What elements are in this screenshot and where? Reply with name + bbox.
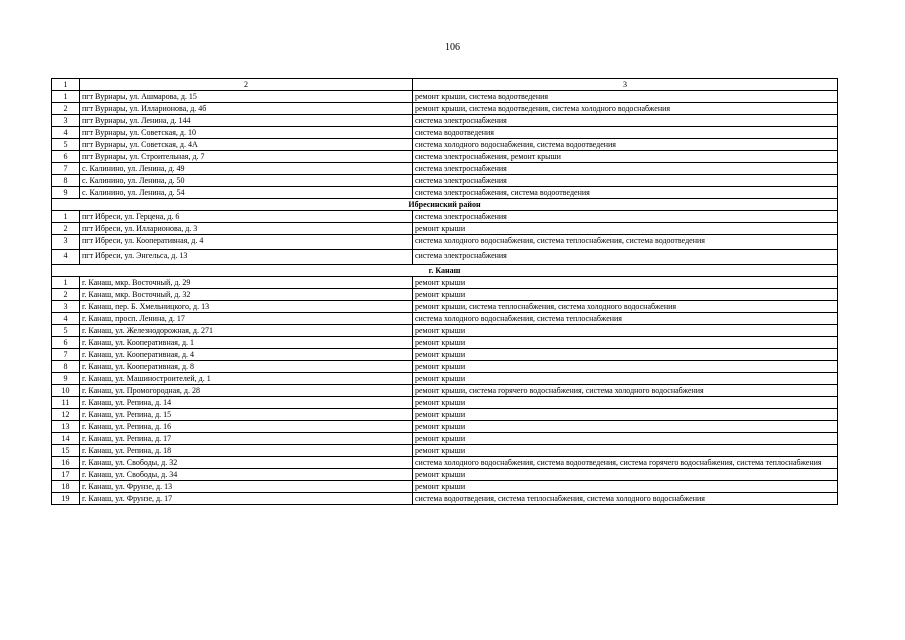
table-row [52, 277, 838, 289]
works-cell: система холодного водоснабжения, система теплоснабжения [413, 313, 838, 325]
address-cell: г. Канаш, просп. Ленина, д. 17 [80, 313, 413, 325]
address-cell: г. Канаш, ул. Фрунзе, д. 17 [80, 493, 413, 505]
address-cell: г. Канаш, ул. Промогородная, д. 28 [80, 385, 413, 397]
address-cell: пгт Вурнары, ул. Строительная, д. 7 [80, 151, 413, 163]
table-row [52, 115, 838, 127]
address-cell: пгт Вурнары, ул. Советская, д. 4А [80, 139, 413, 151]
address-cell: пгт Вурнары, ул. Ашмарова, д. 15 [80, 91, 413, 103]
table-row [52, 421, 838, 433]
address-cell: г. Канаш, ул. Репина, д. 17 [80, 433, 413, 445]
table-row [52, 151, 838, 163]
section-title: Ибресинский район [52, 199, 838, 211]
header-cell-number: 1 [52, 79, 80, 91]
table-row [52, 91, 838, 103]
address-cell: г. Канаш, ул. Свободы, д. 34 [80, 469, 413, 481]
works-cell: ремонт крыши, система горячего водоснабжения, система холодного водоснабжения [413, 385, 838, 397]
address-cell: г. Канаш, пер. Б. Хмельницкого, д. 13 [80, 301, 413, 313]
table-row [52, 361, 838, 373]
table-row [52, 163, 838, 175]
works-cell: система холодного водоснабжения, система водоотведения [413, 139, 838, 151]
row-number-cell: 8 [52, 361, 80, 373]
row-number-cell: 19 [52, 493, 80, 505]
works-cell: система холодного водоснабжения, система водоотведения, система горячего водоснабжения, система теплоснабжения [413, 457, 838, 469]
row-number-cell: 9 [52, 373, 80, 385]
row-number-cell: 5 [52, 325, 80, 337]
row-number-cell: 2 [52, 289, 80, 301]
section-header-row [52, 199, 838, 211]
row-number-cell: 1 [52, 91, 80, 103]
row-number-cell: 2 [52, 103, 80, 115]
works-cell: ремонт крыши [413, 277, 838, 289]
works-cell: ремонт крыши [413, 445, 838, 457]
page-number: 106 [445, 42, 460, 53]
address-cell: пгт Вурнары, ул. Илларионова, д. 4б [80, 103, 413, 115]
works-cell: система электроснабжения, ремонт крыши [413, 151, 838, 163]
header-cell-address: 2 [80, 79, 413, 91]
works-cell: ремонт крыши [413, 373, 838, 385]
address-cell: г. Канаш, ул. Кооперативная, д. 8 [80, 361, 413, 373]
table-row [52, 349, 838, 361]
works-cell: ремонт крыши, система водоотведения, система холодного водоснабжения [413, 103, 838, 115]
row-number-cell: 18 [52, 481, 80, 493]
works-cell: ремонт крыши [413, 361, 838, 373]
works-cell: ремонт крыши [413, 409, 838, 421]
table-row [52, 187, 838, 199]
row-number-cell: 2 [52, 223, 80, 235]
address-cell: г. Канаш, ул. Машиностроителей, д. 1 [80, 373, 413, 385]
row-number-cell: 1 [52, 277, 80, 289]
address-cell: с. Калинино, ул. Ленина, д. 50 [80, 175, 413, 187]
row-number-cell: 7 [52, 163, 80, 175]
row-number-cell: 15 [52, 445, 80, 457]
works-cell: система электроснабжения [413, 115, 838, 127]
works-cell: ремонт крыши [413, 397, 838, 409]
works-cell: ремонт крыши [413, 289, 838, 301]
address-cell: г. Канаш, ул. Репина, д. 18 [80, 445, 413, 457]
works-cell: система электроснабжения [413, 163, 838, 175]
address-cell: г. Канаш, ул. Фрунзе, д. 13 [80, 481, 413, 493]
address-cell: г. Канаш, ул. Репина, д. 16 [80, 421, 413, 433]
address-cell: пгт Ибреси, ул. Энгельса, д. 13 [80, 250, 413, 265]
table-row [52, 235, 838, 250]
table-row [52, 493, 838, 505]
works-cell: ремонт крыши [413, 481, 838, 493]
works-cell: система электроснабжения [413, 211, 838, 223]
works-cell: система водоотведения [413, 127, 838, 139]
works-cell: система водоотведения, система теплоснабжения, система холодного водоснабжения [413, 493, 838, 505]
address-cell: г. Канаш, ул. Свободы, д. 32 [80, 457, 413, 469]
row-number-cell: 4 [52, 313, 80, 325]
works-cell: ремонт крыши, система теплоснабжения, система холодного водоснабжения [413, 301, 838, 313]
table-row [52, 313, 838, 325]
table-row [52, 373, 838, 385]
row-number-cell: 10 [52, 385, 80, 397]
table-row [52, 175, 838, 187]
table-row [52, 289, 838, 301]
works-cell: ремонт крыши [413, 469, 838, 481]
section-header-row [52, 265, 838, 277]
table-row [52, 385, 838, 397]
row-number-cell: 13 [52, 421, 80, 433]
row-number-cell: 6 [52, 151, 80, 163]
table-row [52, 325, 838, 337]
table-row [52, 250, 838, 265]
works-cell: система электроснабжения, система водоотведения [413, 187, 838, 199]
works-table [51, 78, 838, 505]
table-row [52, 409, 838, 421]
address-cell: г. Канаш, ул. Кооперативная, д. 4 [80, 349, 413, 361]
header-cell-works: 3 [413, 79, 838, 91]
row-number-cell: 1 [52, 211, 80, 223]
row-number-cell: 8 [52, 175, 80, 187]
row-number-cell: 16 [52, 457, 80, 469]
table-row [52, 457, 838, 469]
table-row [52, 223, 838, 235]
table-row [52, 139, 838, 151]
address-cell: пгт Ибреси, ул. Кооперативная, д. 4 [80, 235, 413, 250]
row-number-cell: 3 [52, 301, 80, 313]
works-cell: ремонт крыши [413, 421, 838, 433]
table-row [52, 397, 838, 409]
address-cell: г. Канаш, ул. Кооперативная, д. 1 [80, 337, 413, 349]
table-header-row [52, 79, 838, 91]
row-number-cell: 4 [52, 127, 80, 139]
section-title: г. Канаш [52, 265, 838, 277]
row-number-cell: 4 [52, 250, 80, 265]
table-row [52, 301, 838, 313]
works-cell: ремонт крыши [413, 349, 838, 361]
row-number-cell: 17 [52, 469, 80, 481]
works-cell: система электроснабжения [413, 250, 838, 265]
table-row [52, 103, 838, 115]
table-body [52, 79, 838, 505]
row-number-cell: 14 [52, 433, 80, 445]
address-cell: пгт Ибреси, ул. Герцена, д. 6 [80, 211, 413, 223]
address-cell: пгт Вурнары, ул. Ленина, д. 144 [80, 115, 413, 127]
table-row [52, 127, 838, 139]
row-number-cell: 5 [52, 139, 80, 151]
address-cell: г. Канаш, мкр. Восточный, д. 29 [80, 277, 413, 289]
works-cell: ремонт крыши, система водоотведения [413, 91, 838, 103]
address-cell: с. Калинино, ул. Ленина, д. 54 [80, 187, 413, 199]
address-cell: с. Калинино, ул. Ленина, д. 49 [80, 163, 413, 175]
table-row [52, 433, 838, 445]
row-number-cell: 12 [52, 409, 80, 421]
works-cell: ремонт крыши [413, 223, 838, 235]
address-cell: г. Канаш, ул. Репина, д. 14 [80, 397, 413, 409]
address-cell: г. Канаш, ул. Репина, д. 15 [80, 409, 413, 421]
works-cell: система электроснабжения [413, 175, 838, 187]
row-number-cell: 11 [52, 397, 80, 409]
row-number-cell: 6 [52, 337, 80, 349]
row-number-cell: 3 [52, 115, 80, 127]
table-row [52, 211, 838, 223]
works-cell: ремонт крыши [413, 337, 838, 349]
works-cell: ремонт крыши [413, 325, 838, 337]
works-cell: ремонт крыши [413, 433, 838, 445]
table-row [52, 337, 838, 349]
works-cell: система холодного водоснабжения, система теплоснабжения, система водоотведения [413, 235, 838, 250]
table-row [52, 469, 838, 481]
address-cell: г. Канаш, ул. Железнодорожная, д. 271 [80, 325, 413, 337]
table-row [52, 445, 838, 457]
row-number-cell: 7 [52, 349, 80, 361]
table-row [52, 481, 838, 493]
address-cell: пгт Ибреси, ул. Илларионова, д. 3 [80, 223, 413, 235]
row-number-cell: 3 [52, 235, 80, 250]
address-cell: пгт Вурнары, ул. Советская, д. 10 [80, 127, 413, 139]
row-number-cell: 9 [52, 187, 80, 199]
address-cell: г. Канаш, мкр. Восточный, д. 32 [80, 289, 413, 301]
